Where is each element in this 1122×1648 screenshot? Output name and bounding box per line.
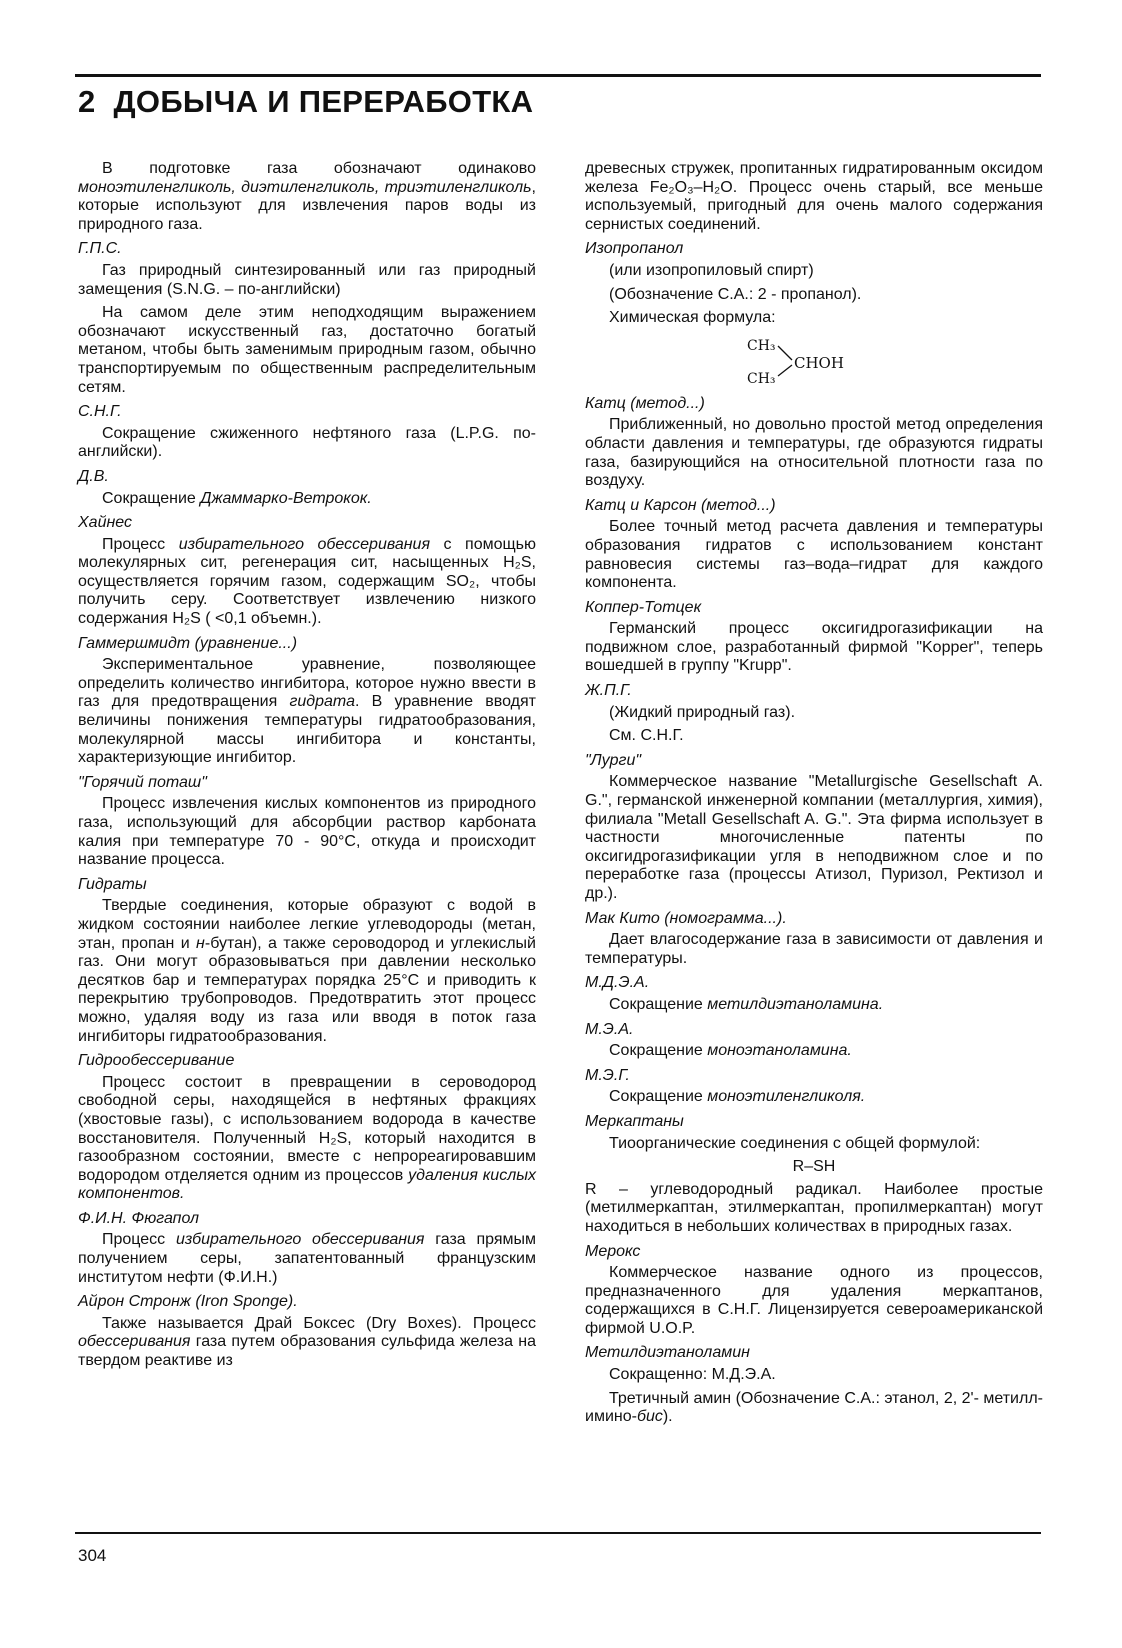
isopropanol-alias: (или изопропиловый спирт) — [609, 261, 814, 279]
term-isopropanol: Изопропанол — [585, 240, 684, 258]
fin-fugapol-definition: Процесс избирательного обессеривания газа прямым получением серы, запатентованный французским институтом нефти (Ф.И.Н.) — [78, 1231, 537, 1286]
katz-definition: Приближенный, но довольно простой метод определения области давления и температуры, где образуются гидраты газа, базирующийся на относительной плотности газа по воздуху. — [585, 416, 1043, 490]
term-mckito: Мак Кито (номограмма...). — [585, 909, 787, 927]
methyldiethanolamine-definition: Третичный амин (Обозначение С.А.: этанол, 2, 2'- метилл-имино-бис). — [585, 1389, 1043, 1426]
term-sng: С.Н.Г. — [78, 403, 122, 421]
chapter-number: 2 — [78, 84, 96, 119]
right-column — [585, 160, 1043, 1432]
left-column — [78, 160, 536, 1376]
isopropanol-formula-label: Химическая формула: — [609, 309, 776, 327]
gps-explanation: На самом деле этим неподходящим выражением обозначают искусственный газ, достаточно богатый метаном, чтобы быть заменимым природным газом, обычно транспортируемым по общественным распределительным сетям. — [78, 304, 536, 396]
formula-bond-top — [778, 346, 792, 360]
term-hammerschmidt: Гаммершмидт (уравнение...) — [78, 634, 298, 652]
term-katz-carson: Катц и Карсон (метод...) — [585, 496, 776, 514]
hammerschmidt-definition: Экспериментальное уравнение, позволяющее определить количество ингибитора, которое нужно ввести в газ для предотвращения гидрата. В уравнение вводят величины понижения температуры гидратообразования, молекулярной массы ингибитора и константы, характеризующие ингибитор. — [78, 656, 536, 767]
formula-bond-bottom — [778, 365, 792, 376]
meg-definition: Сокращение моноэтиленгликоля. — [609, 1088, 866, 1106]
methyldiethanolamine-abbreviation: Сокращенно: М.Д.Э.А. — [609, 1366, 776, 1384]
hot-potash-definition: Процесс извлечения кислых компонентов из природного газа, использующий для абсорбции раствор карбоната калия при температуре 70 - 90°С, откуда и происходит название процесса. — [78, 795, 536, 869]
gps-definition: Газ природный синтезированный или газ природный замещения (S.N.G. – по-английски) — [78, 261, 536, 298]
term-hines: Хайнес — [78, 514, 132, 532]
term-katz: Катц (метод...) — [585, 394, 705, 412]
chapter-title: ДОБЫЧА И ПЕРЕРАБОТКА — [113, 84, 534, 119]
term-fin-fugapol: Ф.И.Н. Фюгапол — [78, 1209, 200, 1227]
term-iron-sponge: Айрон Стронж (Iron Sponge). — [78, 1293, 298, 1311]
term-hydrodesulfurization: Гидрообессеривание — [78, 1052, 235, 1070]
mercaptans-definition: Тиоорганические соединения с общей формулой: — [609, 1134, 981, 1152]
lurgi-definition: Коммерческое название "Metallurgische Gesellschaft A. G.", германской инженерной компании (металлургия, химия), филиала "Metall Gesellschaft A. G.". Эта фирма использует в частности многочисленные патенты по оксигидрогазификации угля в неподвижном слое и по переработке газа (процессы Атизол, Пуризол, Ректизол и др.). — [585, 773, 1043, 902]
mea-definition: Сокращение моноэтаноламина. — [609, 1042, 852, 1060]
iron-sponge-continuation: древесных стружек, пропитанных гидратированным оксидом железа Fe₂O₃–H₂O. Процесс очень старый, все меньше используемый, пригодный для очень малого содержания сернистых соединений. — [585, 160, 1043, 233]
koppers-totzek-definition: Германский процесс оксигидрогазификации на подвижном слое, разработанный фирмой "Kopper", теперь вошедшей в группу "Krupp". — [585, 620, 1043, 675]
term-hot-potash: "Горячий поташ" — [78, 773, 207, 791]
dv-definition: Сокращение Джаммарко-Ветрокок. — [102, 489, 372, 507]
zhpg-definition: (Жидкий природный газ). — [609, 703, 796, 721]
hydrates-definition: Твердые соединения, которые образуют с водой в жидком состоянии наиболее легкие углеводороды (метан, этан, пропан и н-бутан), а также сероводород и углекислый газ. Они могут образовываться при давлении несколько десятков бар и температурах порядка 25°С и приводить к перекрытию трубопроводов. Предотвратить этот процесс можно, удаляя воду из газа или вводя в поток газа ингибиторы гидратообразования. — [78, 897, 536, 1045]
formula-ch3-top: CH₃ — [747, 337, 776, 354]
intro-paragraph: В подготовке газа обозначают одинаково моноэтиленгликоль, диэтиленгликоль, триэтиленгликоль, которые используют для извлечения паров воды из природного газа. — [78, 160, 536, 233]
mckito-definition: Дает влагосодержание газа в зависимости от давления и температуры. — [585, 931, 1043, 967]
katz-carson-definition: Более точный метод расчета давления и температуры образования гидратов с использованием констант равновесия системы газ–вода–гидрат для каждого компонента. — [585, 518, 1043, 592]
header-rule — [75, 74, 1041, 77]
footer-rule — [75, 1532, 1041, 1534]
hydrodesulfurization-definition: Процесс состоит в превращении в сероводород свободной серы, находящейся в нефтяных фракциях (хвостовые газы), с использованием водорода в качестве восстановителя. Полученный H₂S, который находится в газообразном состоянии, вместе с непрореагировавшим водородом отделяется одним из процессов удаления кислых компонентов. — [78, 1073, 536, 1203]
term-mdea: М.Д.Э.А. — [585, 974, 650, 992]
mdea-definition: Сокращение метилдиэтаноламина. — [609, 995, 884, 1013]
iron-sponge-definition: Также называется Драй Боксес (Dry Boxes). Процесс обессеривания газа путем образования сульфида железа на твердом реактиве из — [78, 1314, 536, 1370]
sng-definition: Сокращение сжиженного нефтяного газа (L.P.G. по-английски). — [78, 424, 536, 461]
term-methyldiethanolamine: Метилдиэтаноламин — [585, 1344, 750, 1362]
term-dv: Д.В. — [78, 467, 109, 485]
term-zhpg: Ж.П.Г. — [585, 682, 632, 700]
term-koppers-totzek: Коппер-Тотцек — [585, 598, 702, 616]
term-lurgi: "Лурги" — [585, 751, 642, 769]
term-gps: Г.П.С. — [78, 240, 122, 258]
hines-definition: Процесс избирательного обессеривания с помощью молекулярных сит, регенерация сит, насыщенных H₂S, осуществляется горячим газом, содержащим SO₂, чтобы получить серу. Соответствует извлечению низкого содержания H₂S ( <0,1 объемн.). — [78, 535, 536, 628]
term-merox: Мерокс — [585, 1242, 641, 1260]
term-meg: М.Э.Г. — [585, 1066, 630, 1084]
chapter-heading — [78, 84, 533, 120]
term-mercaptans: Меркаптаны — [585, 1112, 684, 1130]
page-number: 304 — [78, 1546, 107, 1565]
formula-ch3-bottom: CH₃ — [747, 370, 776, 387]
zhpg-see-also: См. С.Н.Г. — [609, 727, 684, 745]
term-hydrates: Гидраты — [78, 875, 147, 893]
isopropanol-designation: (Обозначение С.А.: 2 - пропанол). — [609, 285, 862, 303]
term-mea: М.Э.А. — [585, 1020, 634, 1038]
mercaptans-formula: R–SH — [792, 1158, 836, 1176]
merox-definition: Коммерческое название одного из процессов, предназначенного для удаления меркаптанов, содержащихся в С.Н.Г. Лицензируется североамериканской фирмой U.O.P. — [585, 1264, 1043, 1337]
mercaptans-explanation: R – углеводородный радикал. Наиболее простые (метилмеркаптан, этилмеркаптан, пропилмеркаптан) могут находиться в небольших количествах в природных газах. — [585, 1180, 1043, 1235]
formula-choh: CHOH — [794, 353, 844, 372]
isopropanol-structural-formula — [585, 333, 1043, 389]
